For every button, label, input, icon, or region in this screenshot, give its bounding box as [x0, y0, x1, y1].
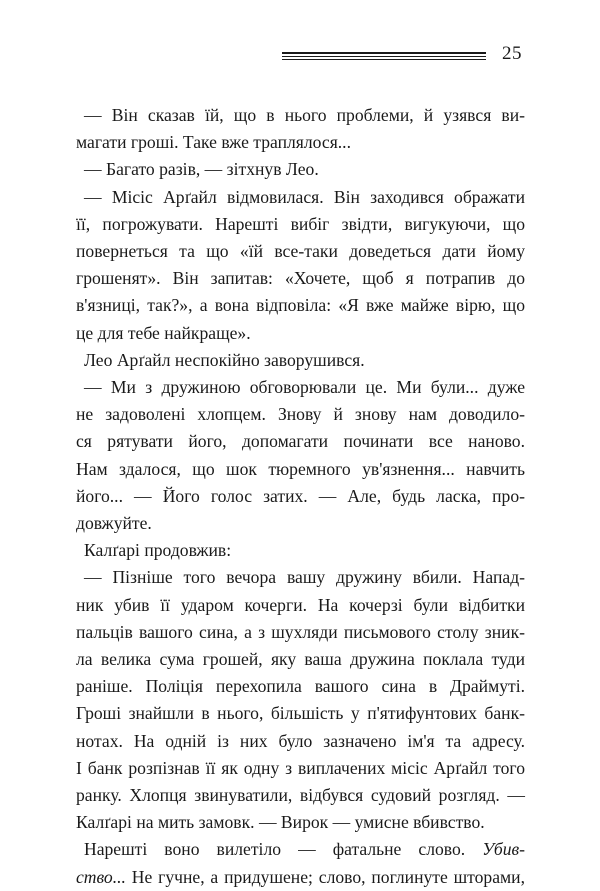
text-line: повернеться та що «їй все-таки доведеться дати йому	[76, 241, 525, 262]
text-line: — Пізніше того вечора вашу дружину вбили. Напад-	[84, 567, 525, 588]
text-line: Калґарі продовжив:	[84, 540, 232, 561]
text-line	[76, 836, 525, 863]
text-line: довжуйте.	[76, 513, 152, 534]
text-line: — Ми з дружиною обговорювали це. Ми були... дуже	[84, 377, 525, 398]
text-line: Гроші знайшли в нього, більшість у п'ятифунтових банк-	[76, 703, 525, 724]
text-line: пальців вашого сина, а з шухляди письмового столу зник-	[76, 621, 525, 642]
text-line: не задоволені хлопцем. Знову й знову нам доводило-	[76, 404, 525, 425]
text-line: в'язниці, так?», а вона відповіла: «Я вже майже вірю, що	[76, 295, 525, 316]
header-rule-line	[282, 56, 486, 57]
text-line: ранку. Хлопця звинуватили, відбувся судовий розгляд. —	[76, 785, 525, 806]
text-line: грошенят». Він запитав: «Хочете, щоб я потрапив до	[76, 268, 525, 289]
page-header	[70, 40, 530, 70]
text-line: раніше. Поліція перехопила вашого сина в Драймуті.	[76, 676, 525, 697]
text-line: це для тебе найкраще».	[76, 322, 251, 343]
text-line	[76, 864, 525, 891]
text-line: нотах. На одній із них було зазначено ім'я та адресу.	[76, 730, 525, 751]
text-segment: Не гучне, а придушене; слово, поглинуте шторами,	[125, 866, 525, 887]
body-text	[76, 102, 525, 891]
text-segment: Нарешті воно вилетіло — фатальне слово.	[84, 839, 483, 860]
italic-word: Убив-	[482, 839, 525, 860]
text-line: — Він сказав їй, що в нього проблеми, й узявся ви-	[84, 105, 525, 125]
text-line: І банк розпізнав її як одну з виплачених місіс Арґайл того	[76, 757, 525, 778]
text-line: ник убив її ударом кочерги. На кочерзі були відбитки	[76, 594, 525, 615]
text-line: магати гроші. Таке вже траплялося...	[76, 132, 351, 153]
header-rules	[282, 52, 486, 62]
italic-word: ство...	[76, 866, 126, 887]
header-rule-line	[282, 52, 486, 54]
text-line: її, погрожувати. Нарешті вибіг звідти, вигукуючи, що	[76, 213, 525, 234]
text-line: Нам здалося, що шок тюремного ув'язнення... навчить	[76, 458, 525, 479]
page-number: 25	[502, 43, 522, 64]
text-line: ла велика сума грошей, яку ваша дружина поклала туди	[76, 649, 525, 670]
header-rule-line	[282, 59, 486, 60]
text-line: Калґарі на мить замовк. — Вирок — умисне вбивство.	[76, 812, 485, 833]
text-line: його... — Його голос затих. — Але, будь ласка, про-	[76, 485, 525, 506]
text-line: — Місіс Арґайл відмовилася. Він заходився ображати	[84, 186, 525, 207]
text-line: — Багато разів, — зітхнув Лео.	[84, 159, 319, 180]
text-line: Лео Арґайл неспокійно заворушився.	[84, 349, 365, 370]
text-line: ся рятувати його, допомагати починати все наново.	[76, 431, 525, 452]
